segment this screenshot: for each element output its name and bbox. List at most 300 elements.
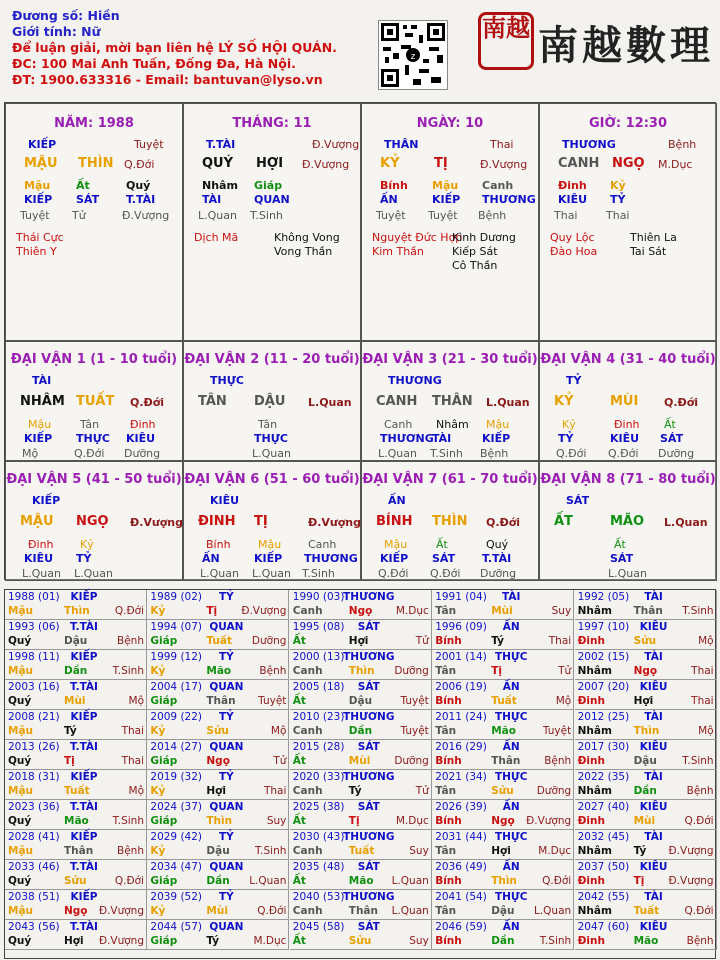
year-label: 2032 (45) — [577, 831, 630, 843]
dai-van-branch: DẬU — [254, 394, 286, 409]
year-stage: Q.Đới — [114, 875, 144, 887]
cell-title: ĐẠI VẬN 2 (11 - 20 tuổi) — [184, 352, 360, 367]
cell-title: NĂM: 1988 — [54, 116, 134, 131]
year-cell[interactable] — [290, 920, 432, 950]
year-header — [150, 831, 234, 843]
year-branch: Thân — [64, 845, 94, 857]
life-stage: Thai — [490, 138, 514, 151]
year-cell[interactable] — [147, 590, 289, 620]
year-cell[interactable] — [432, 740, 574, 770]
year-stage: M.Dục — [395, 815, 429, 827]
year-stem: Canh — [292, 665, 323, 677]
year-branch: Thân — [491, 755, 521, 767]
star: Thiên Y — [16, 245, 57, 258]
year-cell[interactable] — [432, 770, 574, 800]
year-cell[interactable] — [575, 830, 717, 860]
year-branch: Ngọ — [64, 905, 88, 917]
year-label: 1996 (09) — [435, 621, 487, 633]
year-label: 1998 (11) — [8, 651, 60, 663]
year-god: KIẾP — [70, 891, 98, 903]
year-cell[interactable] — [432, 710, 574, 740]
year-cell[interactable] — [147, 620, 289, 650]
hidden-stem: Tân — [258, 418, 278, 431]
hidden-stage: Bệnh — [478, 209, 507, 222]
year-stage: Suy — [409, 845, 429, 857]
year-label: 2040 (53) — [292, 891, 345, 903]
year-cell[interactable] — [147, 770, 289, 800]
year-stem: Ất — [292, 695, 306, 707]
year-god: ẤN — [502, 921, 520, 933]
year-header — [577, 651, 663, 663]
year-cell[interactable] — [290, 890, 432, 920]
year-god: TÀI — [644, 651, 663, 663]
year-god: KIẾP — [70, 711, 98, 723]
dai-van-god: TỶ — [566, 374, 582, 387]
year-stage: Thai — [121, 725, 144, 737]
year-label: 2003 (16) — [8, 681, 60, 693]
year-god: SÁT — [357, 921, 380, 933]
year-label: 2033 (46) — [8, 861, 60, 873]
year-stage: Thai — [121, 755, 144, 767]
year-branch: Tị — [348, 815, 360, 827]
year-label: 1999 (12) — [150, 651, 203, 663]
hidden-stage: Q.Đới — [430, 567, 461, 580]
year-stem: Tân — [435, 785, 457, 797]
hidden-god: KIẾP — [380, 552, 409, 565]
year-stem: Đinh — [577, 815, 605, 827]
year-stem: Kỷ — [150, 605, 166, 617]
year-cell[interactable] — [432, 590, 574, 620]
year-branch: Ngọ — [491, 815, 515, 827]
chart-grid — [4, 102, 716, 580]
year-stage: Tuyệt — [542, 725, 572, 737]
year-cell[interactable] — [147, 740, 289, 770]
year-stem: Mậu — [8, 605, 34, 617]
year-god: KIÊU — [639, 801, 668, 813]
year-god: QUAN — [209, 921, 244, 933]
year-label: 2046 (59) — [435, 921, 487, 933]
life-stage: Bệnh — [668, 138, 697, 151]
hidden-stem: Mậu — [486, 418, 510, 431]
hidden-stage: Q.Đới — [608, 447, 639, 460]
year-stem: Giáp — [150, 635, 178, 647]
year-branch: Thân — [633, 605, 663, 617]
year-stage: Q.Đới — [684, 905, 714, 917]
year-header — [435, 861, 520, 873]
hidden-god: KIÊU — [24, 552, 54, 565]
star: Vong Thần — [274, 245, 333, 258]
hidden-stem: Kỷ — [610, 179, 626, 192]
hidden-stem: Bính — [206, 538, 231, 551]
year-cell[interactable] — [290, 590, 432, 620]
year-stem: Mậu — [8, 785, 34, 797]
year-cell[interactable] — [432, 860, 574, 890]
year-god: KIÊU — [639, 681, 668, 693]
year-cell[interactable] — [575, 800, 717, 830]
earthly-branch: NGỌ — [612, 156, 645, 171]
year-stem: Nhâm — [577, 905, 612, 917]
year-cell[interactable] — [147, 650, 289, 680]
year-cell[interactable] — [290, 710, 432, 740]
year-cell[interactable] — [290, 860, 432, 890]
year-cell[interactable] — [575, 590, 717, 620]
year-cell[interactable] — [290, 650, 432, 680]
year-label: 2001 (14) — [435, 651, 487, 663]
year-cell[interactable] — [290, 830, 432, 860]
hidden-god: TỶ — [76, 552, 92, 565]
year-label: 1995 (08) — [292, 621, 345, 633]
year-header — [8, 651, 98, 663]
year-cell[interactable] — [147, 830, 289, 860]
year-label: 2010 (23) — [292, 711, 345, 723]
year-label: 1989 (02) — [150, 591, 203, 603]
dai-van-stage: L.Quan — [308, 396, 352, 409]
year-cell[interactable] — [290, 770, 432, 800]
year-stem: Giáp — [150, 935, 178, 947]
year-god: KIÊU — [639, 621, 668, 633]
year-cell[interactable] — [575, 680, 717, 710]
year-stage: Bệnh — [686, 785, 714, 797]
year-branch: Tý — [206, 935, 220, 947]
cell-title: ĐẠI VẬN 5 (41 - 50 tuổi) — [6, 472, 182, 487]
year-cell[interactable] — [575, 770, 717, 800]
year-cell[interactable] — [147, 890, 289, 920]
year-stage: Tuyệt — [258, 695, 287, 707]
person-info — [12, 8, 337, 88]
year-stem: Bính — [435, 635, 462, 647]
hidden-stage: Dưỡng — [480, 567, 517, 580]
year-header — [292, 921, 380, 933]
year-god: TÀI — [644, 891, 663, 903]
year-stage: Tử — [273, 755, 287, 767]
dai-van-stage: Q.Đới — [130, 396, 165, 409]
year-header — [292, 621, 380, 633]
year-cell[interactable] — [5, 770, 147, 800]
hidden-stem: Đinh — [28, 538, 54, 551]
year-god: ẤN — [502, 801, 520, 813]
year-cell[interactable] — [432, 650, 574, 680]
year-stem: Bính — [435, 815, 462, 827]
dai-van-5 — [5, 461, 183, 581]
ten-god: THÂN — [384, 138, 419, 151]
year-god: TỶ — [219, 891, 234, 903]
hidden-god: QUAN — [254, 193, 290, 206]
hidden-stem: Ất — [664, 418, 676, 431]
year-cell[interactable] — [5, 620, 147, 650]
year-header — [435, 921, 520, 933]
red-seal: 南越 — [478, 12, 534, 70]
star: Quy Lộc — [550, 231, 595, 244]
hidden-stem: Bính — [380, 179, 408, 192]
dai-van-stage: Đ.Vượng — [130, 516, 184, 529]
earthly-branch: TỊ — [434, 156, 448, 171]
year-stage: T.Sinh — [682, 755, 714, 767]
year-label: 2037 (50) — [577, 861, 630, 873]
year-cell[interactable] — [5, 830, 147, 860]
year-branch: Thân — [206, 695, 236, 707]
ten-god: THƯƠNG — [562, 138, 616, 151]
year-god: ẤN — [502, 681, 520, 693]
year-god: T.TÀI — [70, 921, 98, 933]
hidden-god: THƯƠNG — [482, 193, 536, 206]
hidden-stage: Bệnh — [480, 447, 509, 460]
year-cell[interactable] — [147, 860, 289, 890]
year-stem: Quý — [8, 755, 32, 767]
year-cell[interactable] — [575, 740, 717, 770]
year-branch: Sửu — [206, 725, 229, 737]
year-stage: Suy — [551, 605, 572, 617]
year-god: THỰC — [494, 831, 528, 843]
year-stage: L.Quan — [391, 905, 429, 917]
year-stem: Nhâm — [577, 605, 612, 617]
year-stage: Tử — [558, 665, 572, 677]
year-stage: Thai — [263, 785, 287, 797]
hidden-stage: Tuyệt — [20, 209, 50, 222]
year-header — [292, 801, 380, 813]
dai-van-1 — [5, 341, 183, 461]
year-stage: Tử — [415, 785, 429, 797]
hidden-god: SÁT — [76, 193, 100, 206]
dai-van-branch: TUẤT — [76, 394, 115, 409]
year-god: QUAN — [209, 741, 244, 753]
year-label: 2027 (40) — [577, 801, 630, 813]
year-label: 2014 (27) — [150, 741, 203, 753]
hidden-stem: Tân — [80, 418, 100, 431]
star: Thiên La — [630, 231, 677, 244]
year-stem: Canh — [292, 905, 323, 917]
year-god: THỰC — [494, 891, 528, 903]
year-header — [292, 891, 395, 903]
cell-title: ĐẠI VẬN 4 (31 - 40 tuổi) — [540, 352, 716, 367]
year-cell[interactable] — [290, 740, 432, 770]
year-cell[interactable] — [575, 620, 717, 650]
year-branch: Hợi — [633, 695, 654, 707]
year-branch: Sửu — [348, 935, 372, 947]
star: Dịch Mã — [194, 231, 239, 244]
hidden-stage: Tử — [72, 209, 86, 222]
year-header — [577, 771, 663, 783]
year-header — [292, 681, 380, 693]
hidden-stem: Mậu — [384, 538, 408, 551]
hidden-god: SÁT — [610, 552, 634, 565]
year-branch: Ngọ — [633, 665, 658, 677]
star: Không Vong — [274, 231, 340, 244]
year-stem: Bính — [435, 755, 462, 767]
year-header — [8, 771, 98, 783]
year-header — [8, 711, 98, 723]
hidden-god: TỶ — [558, 432, 574, 445]
year-branch: Sửu — [64, 875, 87, 887]
hidden-stem: Đinh — [558, 179, 587, 192]
year-cell[interactable] — [575, 890, 717, 920]
year-branch: Thìn — [348, 665, 375, 677]
hidden-stem: Mậu — [258, 538, 282, 551]
year-label: 2000 (13) — [292, 651, 345, 663]
year-header — [292, 861, 380, 873]
year-cell[interactable] — [290, 800, 432, 830]
dai-van-stem: BÍNH — [376, 514, 413, 529]
hidden-god: THƯƠNG — [380, 432, 434, 445]
year-stem: Bính — [435, 935, 462, 947]
year-cell[interactable] — [5, 740, 147, 770]
dai-van-branch: MÃO — [610, 514, 645, 529]
dai-van-3 — [361, 341, 539, 461]
year-cell[interactable] — [575, 860, 717, 890]
year-god: TỶ — [219, 651, 234, 663]
year-label: 2020 (33) — [292, 771, 345, 783]
year-cell[interactable] — [5, 890, 147, 920]
year-god: KIẾP — [70, 591, 98, 603]
year-stage: Đ.Vượng — [668, 845, 714, 857]
year-branch: Mùi — [64, 695, 86, 707]
year-header — [8, 891, 98, 903]
year-branch: Ngọ — [348, 605, 373, 617]
year-branch: Dậu — [64, 635, 88, 647]
year-cell[interactable] — [147, 800, 289, 830]
year-stem: Kỷ — [150, 665, 166, 677]
year-branch: Tuất — [206, 635, 232, 647]
heavenly-stem: KỶ — [380, 156, 400, 171]
dai-van-4 — [539, 341, 717, 461]
year-cell[interactable] — [575, 920, 717, 950]
dai-van-god: TÀI — [32, 374, 52, 387]
year-stage: Đ.Vượng — [98, 935, 144, 947]
year-branch: Tý — [491, 635, 504, 647]
year-god: THỰC — [494, 771, 528, 783]
year-cell[interactable] — [432, 920, 574, 950]
hidden-god: KIÊU — [610, 432, 640, 445]
year-cell[interactable] — [5, 710, 147, 740]
year-stem: Quý — [8, 815, 32, 827]
year-stem: Mậu — [8, 665, 34, 677]
year-cell[interactable] — [432, 890, 574, 920]
hidden-stem: Quý — [126, 179, 151, 192]
hidden-stem: Đinh — [130, 418, 156, 431]
year-header — [435, 681, 520, 693]
year-cell[interactable] — [147, 680, 289, 710]
year-cell[interactable] — [5, 590, 147, 620]
year-god: THƯƠNG — [343, 711, 395, 723]
year-cell[interactable] — [147, 710, 289, 740]
year-header — [435, 621, 520, 633]
year-god: THƯƠNG — [343, 651, 395, 663]
year-stage: Mộ — [698, 635, 714, 647]
dai-van-stage: L.Quan — [486, 396, 530, 409]
hidden-god: SÁT — [660, 432, 684, 445]
year-cell[interactable] — [5, 680, 147, 710]
dai-van-stem: ẤT — [554, 514, 573, 529]
year-god: TÀI — [644, 831, 663, 843]
year-cell[interactable] — [5, 920, 147, 950]
hidden-stem: Giáp — [254, 179, 283, 192]
cell-title: ĐẠI VẬN 8 (71 - 80 tuổi) — [540, 472, 716, 487]
year-stem: Bính — [435, 875, 462, 887]
year-god: QUAN — [209, 621, 244, 633]
dai-van-god: THỰC — [210, 374, 244, 387]
year-header — [577, 621, 668, 633]
star: Kim Thần — [372, 245, 424, 258]
year-stage: L.Quan — [533, 905, 572, 917]
year-cell[interactable] — [575, 650, 717, 680]
hidden-god: TỶ — [610, 193, 626, 206]
year-stage: Dưỡng — [536, 785, 572, 797]
year-stage: T.Sinh — [112, 815, 144, 827]
year-god: KIÊU — [639, 921, 668, 933]
dai-van-branch: NGỌ — [76, 514, 109, 529]
pillar-1 — [183, 103, 361, 341]
year-branch: Dần — [206, 875, 230, 887]
year-stem: Kỷ — [150, 725, 166, 737]
year-cell[interactable] — [5, 860, 147, 890]
qr-code[interactable] — [378, 20, 448, 90]
year-branch: Dần — [491, 935, 515, 947]
year-stem: Nhâm — [577, 665, 612, 677]
year-header — [150, 801, 244, 813]
year-stage: Đ.Vượng — [526, 815, 572, 827]
year-label: 2004 (17) — [150, 681, 203, 693]
year-god: THƯƠNG — [343, 591, 395, 603]
year-stem: Ất — [292, 755, 306, 767]
year-label: 2026 (39) — [435, 801, 487, 813]
year-stem: Quý — [8, 635, 32, 647]
year-god: KIẾP — [70, 651, 98, 663]
year-cell[interactable] — [290, 680, 432, 710]
year-stem: Quý — [8, 935, 32, 947]
year-branch: Thìn — [206, 815, 233, 827]
year-cell[interactable] — [5, 800, 147, 830]
year-cell[interactable] — [5, 650, 147, 680]
year-cell[interactable] — [147, 920, 289, 950]
year-branch: Tý — [348, 785, 362, 797]
year-branch: Mão — [633, 935, 659, 947]
address: ĐC: 100 Mai Anh Tuấn, Đống Đa, Hà Nội. — [12, 56, 296, 71]
star: Nguyệt Đức Hợp — [372, 231, 463, 244]
hidden-stage: L.Quan — [22, 567, 61, 580]
year-cell[interactable] — [432, 680, 574, 710]
year-stem: Nhâm — [577, 845, 612, 857]
year-stage: Dưỡng — [394, 755, 429, 767]
year-god: KIÊU — [639, 741, 668, 753]
year-branch: Dần — [348, 725, 373, 737]
year-stage: Thai — [548, 635, 572, 647]
year-stage: Tuyệt — [400, 695, 429, 707]
year-label: 2016 (29) — [435, 741, 487, 753]
year-god: TỶ — [219, 831, 234, 843]
year-branch: Thìn — [491, 875, 517, 887]
hidden-god: KIẾP — [482, 432, 511, 445]
cell-title: ĐẠI VẬN 6 (51 - 60 tuổi) — [184, 472, 360, 487]
hidden-god: TÀI — [202, 193, 222, 206]
brand-logo-text: 南越數理 — [538, 22, 714, 69]
year-header — [292, 591, 395, 603]
year-cell[interactable] — [290, 620, 432, 650]
gender: Giới tính: Nữ — [12, 24, 101, 39]
year-label: 2008 (21) — [8, 711, 60, 723]
year-label: 2036 (49) — [435, 861, 487, 873]
year-cell[interactable] — [575, 710, 717, 740]
year-cell[interactable] — [432, 620, 574, 650]
year-god: THƯƠNG — [343, 771, 395, 783]
year-cell[interactable] — [432, 830, 574, 860]
year-stem: Tân — [435, 725, 457, 737]
year-god: TỶ — [219, 591, 234, 603]
year-cell[interactable] — [432, 800, 574, 830]
dai-van-stem: NHÂM — [20, 394, 65, 409]
dai-van-branch: TỊ — [254, 514, 268, 529]
hidden-stage: Q.Đới — [556, 447, 587, 460]
year-god: TÀI — [644, 591, 663, 603]
year-stage: Mộ — [128, 695, 144, 707]
